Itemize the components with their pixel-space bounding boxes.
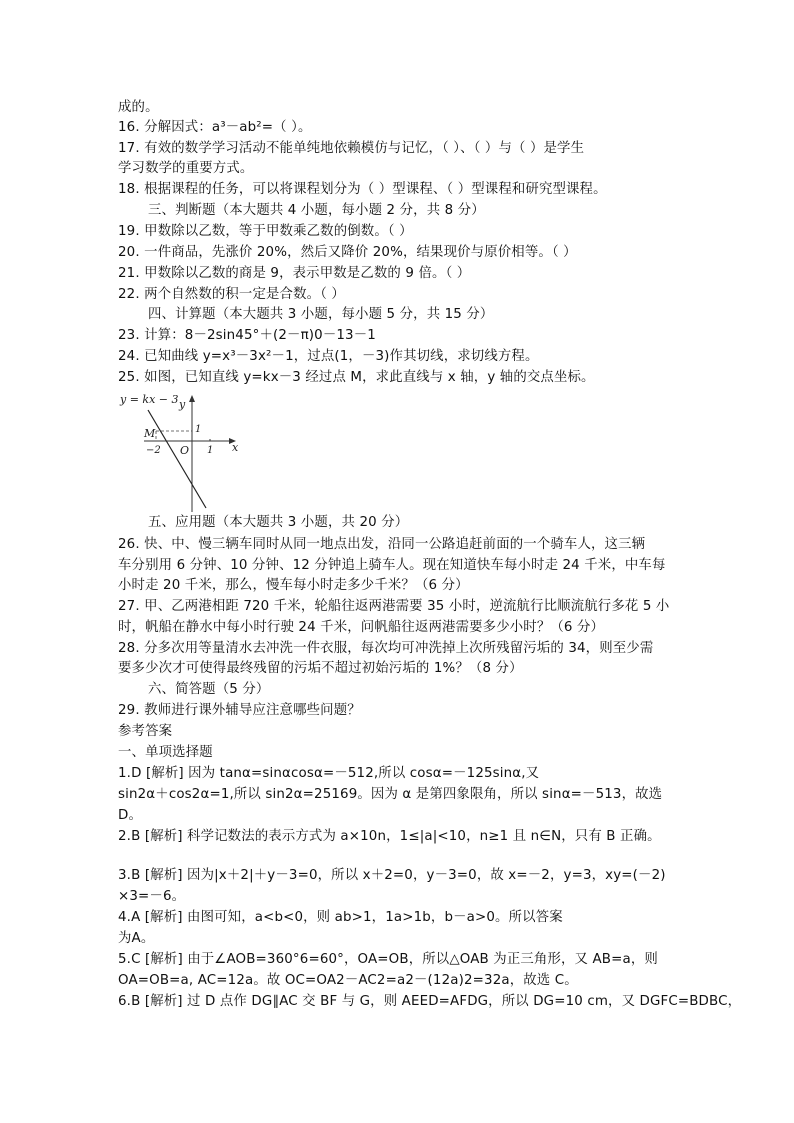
answer-6: 6.B [解析] 过 D 点作 DG∥AC 交 BF 与 G，则 AEED=AFDG，所以 DG=10 cm，又 DGFC=BDBC， [118,994,742,1009]
question-27-cont: 时，帆船在静水中每小时行驶 24 千米，问帆船往返两港需要多少小时？（6 分） [118,620,605,635]
question-28: 28. 分多次用等量清水去冲洗一件衣服，每次均可冲洗掉上次所残留污垢的 34，则至少需 [118,641,654,656]
question-22: 22. 两个自然数的积一定是合数。（ ） [118,287,345,302]
y-axis-arrow-icon [189,395,195,402]
section-application-heading: 五、应用题（本大题共 3 小题，共 20 分） [148,515,409,530]
question-17-cont: 学习数学的重要方式。 [118,161,254,176]
answer-2: 2.B [解析] 科学记数法的表示方式为 a×10n，1≤|a|<10，n≥1 且 n∈N，只有 B 正确。 [118,829,661,844]
answers-heading: 参考答案 [118,724,173,739]
question-26-cont-1: 车分别用 6 分钟、10 分钟、12 分钟追上骑车人。现在知道快车每小时走 24 千米，中车每 [118,558,666,573]
answer-3: 3.B [解析] 因为|x＋2|＋y－3=0，所以 x＋2=0，y－3=0，故 x=－2，y=3，xy=(－2) [118,868,666,883]
section-calculation-heading: 四、计算题（本大题共 3 小题，每小题 5 分，共 15 分） [148,307,494,322]
answer-5-cont: OA=OB=a, AC=12a。故 OC=OA2－AC2=a2－(12a)2=32a，故选 C。 [118,973,578,988]
line-01: 成的。 [118,100,159,115]
origin-label: O [180,444,190,457]
answer-1-end: D。 [118,808,143,823]
answers-section-single-choice: 一、单项选择题 [118,745,213,760]
question-27: 27. 甲、乙两港相距 720 千米，轮船往返两港需要 35 小时，逆流航行比顺流航行多花 5 小 [118,599,670,614]
answer-3-cont: ×3=－6。 [118,889,186,904]
section-judgement-heading: 三、判断题（本大题共 4 小题，每小题 2 分，共 8 分） [148,203,485,218]
question-29: 29. 教师进行课外辅导应注意哪些问题？ [118,703,361,718]
question-24: 24. 已知曲线 y=x³－3x²－1，过点(1，－3)作其切线，求切线方程。 [118,349,539,364]
question-26-cont-2: 小时走 20 千米，那么，慢车每小时走多少千米？（6 分） [118,578,469,593]
question-28-cont: 要多少次才可使得最终残留的污垢不超过初始污垢的 1%？（8 分） [118,661,523,676]
answer-4-cont: 为A。 [118,931,155,946]
answer-1: 1.D [解析] 因为 tanα=sinαcosα=－512,所以 cosα=－125sinα,又 [118,766,540,781]
question-21: 21. 甲数除以乙数的商是 9，表示甲数是乙数的 9 倍。（ ） [118,266,471,281]
graph-equation: y = kx − 3 [120,393,179,406]
tick-x-one: 1 [207,445,214,456]
question-16: 16. 分解因式：a³－ab²=（ ）。 [118,120,312,135]
answer-1-cont: sin2α＋cos2α=1,所以 sin2α=25169。因为 α 是第四象限角，所以 sinα=－513，故选 [118,787,663,802]
question-19: 19. 甲数除以乙数，等于甲数乘乙数的倒数。（ ） [118,224,413,239]
question-17: 17. 有效的数学学习活动不能单纯地依赖模仿与记忆，（ ）、（ ）与（ ）是学生 [118,141,585,156]
y-axis-label: y [179,398,186,411]
linear-function-graph [118,390,246,512]
question-20: 20. 一件商品，先涨价 20%，然后又降价 20%，结果现价与原价相等。（ ） [118,245,577,260]
answer-4: 4.A [解析] 由图可知，a<b<0，则 ab>1，1a>1b，b－a>0。所以答案 [118,910,563,925]
x-axis-label: x [232,441,239,454]
answer-5: 5.C [解析] 由于∠AOB=360°6=60°，OA=OB，所以△OAB 为正三角形，又 AB=a，则 [118,952,658,967]
tick-x-neg-two: −2 [146,445,161,456]
question-23: 23. 计算：8－2sin45°＋(2－π)0－13－1 [118,328,376,343]
tick-y-one: 1 [195,424,202,435]
section-short-answer-heading: 六、简答题（5 分） [148,682,270,697]
question-26: 26. 快、中、慢三辆车同时从同一地点出发，沿同一公路追赶前面的一个骑车人，这三辆 [118,537,646,552]
question-18: 18. 根据课程的任务，可以将课程划分为（ ）型课程、（ ）型课程和研究型课程。 [118,182,607,197]
point-m-label: M [144,427,156,440]
question-25: 25. 如图，已知直线 y=kx－3 经过点 M，求此直线与 x 轴，y 轴的交点坐标。 [118,370,595,385]
